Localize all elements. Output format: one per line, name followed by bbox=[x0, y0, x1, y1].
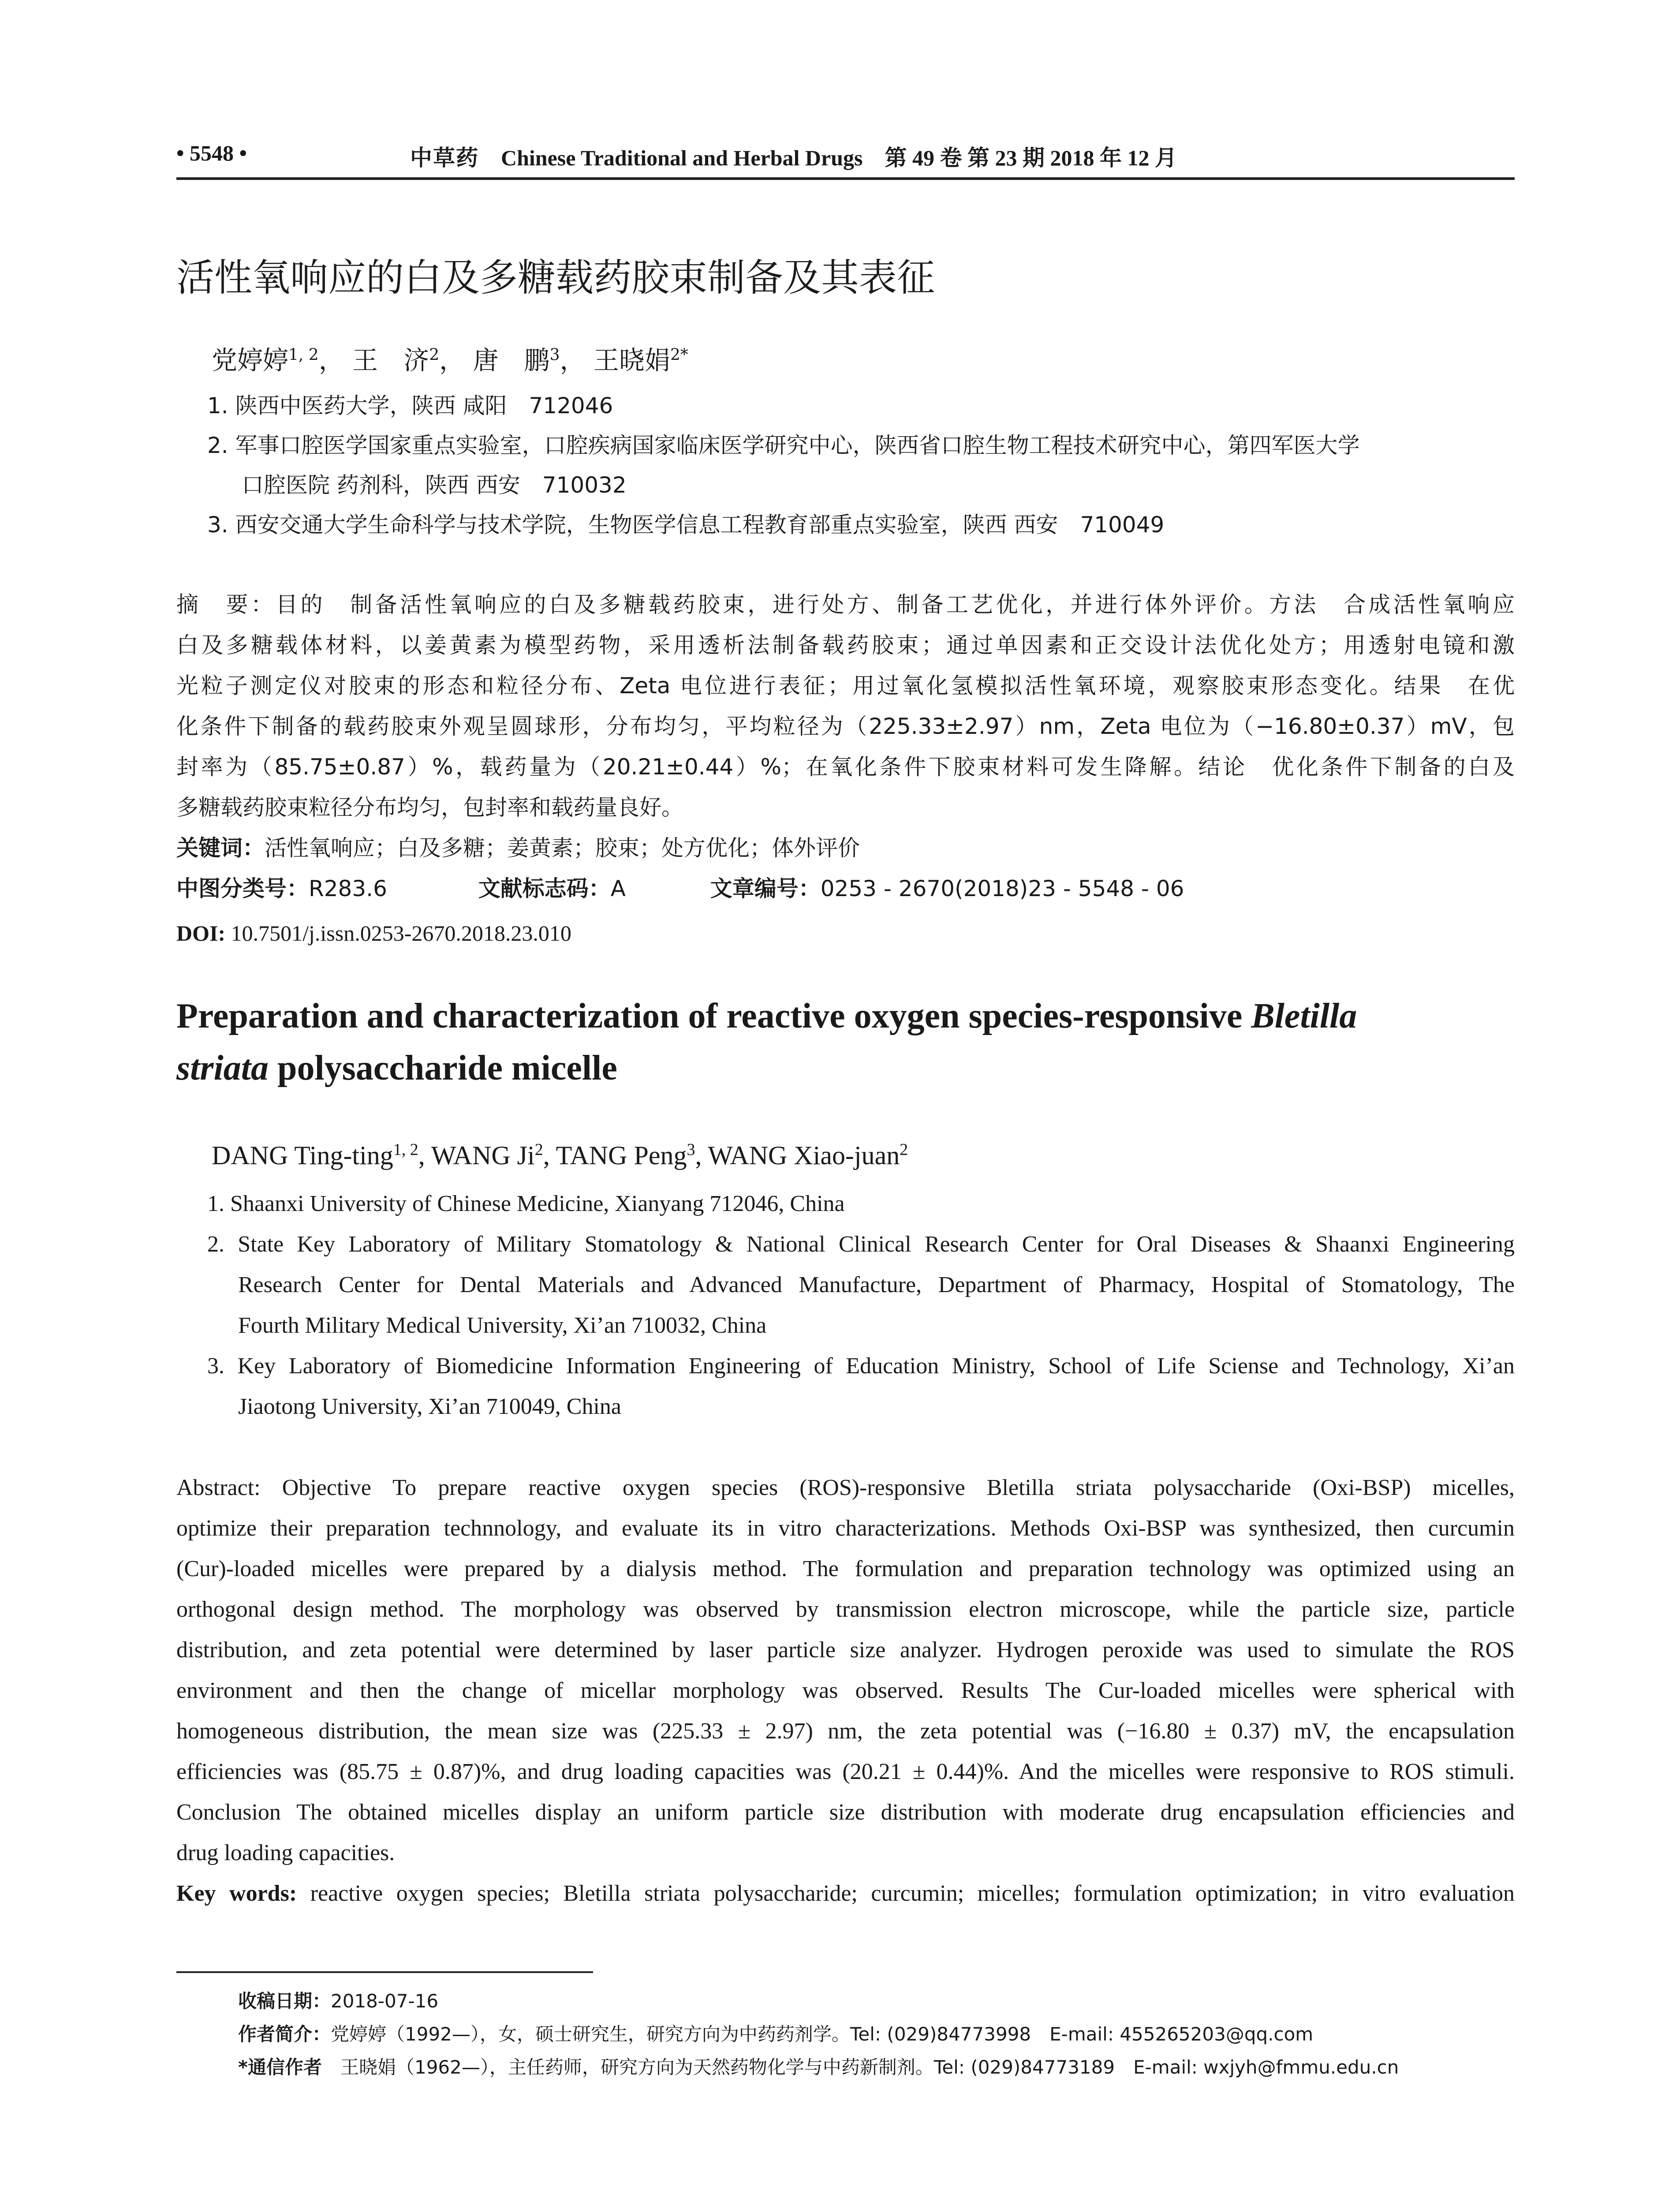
keywords-zh bbox=[176, 828, 860, 868]
doc-code-value: A bbox=[610, 876, 626, 901]
author-separator: ， bbox=[318, 345, 344, 375]
author-name: 王晓娟 bbox=[593, 345, 670, 375]
page-number: • 5548 • bbox=[176, 141, 247, 165]
author-affil-sup: 1, 2 bbox=[288, 346, 319, 364]
footnote-label: 收稿日期： bbox=[238, 1990, 331, 2012]
author-separator: , bbox=[543, 1141, 556, 1170]
doc-code-label: 文献标志码： bbox=[478, 876, 611, 901]
journal-name-cn: 中草药 bbox=[410, 146, 479, 170]
author-name: TANG Peng bbox=[556, 1141, 687, 1170]
footnote-received bbox=[238, 1987, 438, 2013]
abstract-en-line: environment and then the change of micellar morphology was observed. Results The Cur-loaded micelles were spherical with bbox=[176, 1678, 1515, 1703]
abstract-en-line: efficiencies was (85.75 ± 0.87)%, and drug loading capacities was (20.21 ± 0.44)%. And the micelles were responsive to ROS stimuli. bbox=[176, 1759, 1515, 1784]
journal-name-en: Chinese Traditional and Herbal Drugs bbox=[501, 146, 863, 170]
author-name: DANG Ting-ting bbox=[212, 1141, 393, 1170]
author-name: 王 济 bbox=[352, 345, 429, 375]
abstract-zh-line: 白及多糖载体材料，以姜黄素为模型药物，采用透析法制备载药胶束；通过单因素和正交设计法优化处方；用透射电镜和激 bbox=[176, 632, 1515, 658]
author-affil-sup: 3 bbox=[549, 346, 560, 364]
abstract-en-line: (Cur)-loaded micelles were prepared by a dialysis method. The formulation and preparation technology was optimized using an bbox=[176, 1556, 1515, 1581]
footnote-label: 作者简介： bbox=[238, 2023, 331, 2045]
journal-issue: 第 49 卷 第 23 期 2018 年 12 月 bbox=[885, 146, 1177, 170]
article-number-label: 文章编号： bbox=[710, 876, 821, 901]
author-name: WANG Ji bbox=[431, 1141, 535, 1170]
abstract-en bbox=[176, 1468, 1515, 1914]
abstract-zh-line: 化条件下制备的载药胶束外观呈圆球形，分布均匀，平均粒径为（225.33±2.97）nm，Zeta 电位为（−16.80±0.37）mV，包 bbox=[176, 714, 1515, 739]
abstract-zh-line: 摘 要：目的 制备活性氧响应的白及多糖载药胶束，进行处方、制备工艺优化，并进行体外评价。方法 合成活性氧响应 bbox=[176, 592, 1515, 617]
author-affil-sup: 2 bbox=[900, 1140, 908, 1159]
author-separator: ， bbox=[439, 345, 465, 375]
author-separator: , bbox=[695, 1141, 708, 1170]
footnote-text: 党婷婷（1992—），女，硕士研究生，研究方向为中药药剂学。Tel: (029)84773998 E-mail: 455265203@qq.com bbox=[331, 2023, 1314, 2045]
authors-en bbox=[212, 1140, 908, 1171]
classification-line bbox=[176, 868, 1184, 909]
author-separator: , bbox=[418, 1141, 431, 1170]
doi-line bbox=[176, 920, 571, 946]
header-rule bbox=[176, 177, 1515, 180]
affiliation-zh: 1. 陕西中医药大学，陕西 咸阳 712046 bbox=[207, 393, 613, 419]
affiliation-en: 1. Shaanxi University of Chinese Medicine, Xianyang 712046, China bbox=[207, 1191, 845, 1216]
abstract-zh-line: 光粒子测定仪对胶束的形态和粒径分布、Zeta 电位进行表征；用过氧化氢模拟活性氧环境，观察胶束形态变化。结果 在优 bbox=[176, 673, 1515, 699]
title-en-italic: striata bbox=[176, 1049, 269, 1088]
affiliation-en: Research Center for Dental Materials and Advanced Manufacture, Department of Pharmacy, Hospital of Stomatology, The bbox=[238, 1272, 1515, 1297]
authors-zh bbox=[212, 340, 688, 377]
clc-label: 中图分类号： bbox=[176, 876, 309, 901]
abstract-en-line: Abstract: Objective To prepare reactive oxygen species (ROS)-responsive Bletilla striata polysaccharide (Oxi-BSP) micelles, bbox=[176, 1475, 1515, 1500]
abstract-en-line: distribution, and zeta potential were determined by laser particle size analyzer. Hydrogen peroxide was used to simulate the ROS bbox=[176, 1637, 1515, 1663]
affiliation-en: 2. State Key Laboratory of Military Stomatology & National Clinical Research Center for Oral Diseases & Shaanxi Engineering bbox=[207, 1232, 1515, 1257]
article-number-value: 0253 - 2670(2018)23 - 5548 - 06 bbox=[820, 876, 1184, 901]
keywords-en-text: reactive oxygen species; Bletilla striata polysaccharide; curcumin; micelles; formulation optimization; in vitro evaluation bbox=[310, 1881, 1515, 1906]
footnote-corresponding bbox=[238, 2053, 1399, 2079]
title-en bbox=[176, 990, 1515, 1094]
author-affil-sup: 2 bbox=[429, 346, 440, 364]
title-en-text: Preparation and characterization of reactive oxygen species-responsive bbox=[176, 997, 1251, 1035]
footnote-author-bio bbox=[238, 2020, 1313, 2046]
author-name: 党婷婷 bbox=[212, 345, 289, 375]
affiliation-en: Jiaotong University, Xi’an 710049, China bbox=[238, 1394, 621, 1419]
keywords-zh-label: 关键词： bbox=[176, 835, 265, 861]
doi-label: DOI: bbox=[176, 921, 226, 946]
affiliation-en: 3. Key Laboratory of Biomedicine Information Engineering of Education Ministry, School of Life Sciense and Technology, Xi’an bbox=[207, 1353, 1515, 1379]
title-zh: 活性氧响应的白及多糖载药胶束制备及其表征 bbox=[176, 256, 935, 300]
doi-value: 10.7501/j.issn.0253-2670.2018.23.010 bbox=[231, 921, 571, 946]
title-en-italic: Bletilla bbox=[1251, 997, 1357, 1035]
author-affil-sup: 1, 2 bbox=[393, 1140, 418, 1159]
author-affil-sup: 2 bbox=[534, 1140, 543, 1159]
keywords-zh-text: 活性氧响应；白及多糖；姜黄素；胶束；处方优化；体外评价 bbox=[265, 835, 860, 861]
author-affil-sup: 2* bbox=[670, 346, 688, 364]
abstract-zh-line: 封率为（85.75±0.87）%，载药量为（20.21±0.44）%；在氧化条件下胶束材料可发生降解。结论 优化条件下制备的白及 bbox=[176, 754, 1515, 780]
footnote-rule bbox=[176, 1971, 593, 1973]
keywords-en bbox=[176, 1873, 1515, 1914]
footnote-label: *通信作者 bbox=[238, 2056, 322, 2078]
abstract-zh bbox=[176, 584, 1515, 828]
title-en-text: polysaccharide micelle bbox=[268, 1049, 617, 1088]
clc-value: R283.6 bbox=[309, 876, 387, 901]
footnote-text: 2018-07-16 bbox=[331, 1990, 439, 2012]
abstract-en-line: orthogonal design method. The morphology was observed by transmission electron microscope, while the particle size, particle bbox=[176, 1597, 1515, 1622]
affiliation-zh: 3. 西安交通大学生命科学与技术学院，生物医学信息工程教育部重点实验室，陕西 西安 710049 bbox=[207, 512, 1165, 538]
affiliation-zh: 2. 军事口腔医学国家重点实验室，口腔疾病国家临床医学研究中心，陕西省口腔生物工程技术研究中心，第四军医大学 bbox=[207, 433, 1360, 458]
abstract-en-line: optimize their preparation technnology, and evaluate its in vitro characterizations. Methods Oxi-BSP was synthesized, then curcumin bbox=[176, 1516, 1515, 1541]
author-affil-sup: 3 bbox=[687, 1140, 695, 1159]
abstract-en-line: homogeneous distribution, the mean size was (225.33 ± 2.97) nm, the zeta potential was (−16.80 ± 0.37) mV, the encapsulation bbox=[176, 1719, 1515, 1744]
affiliation-en: Fourth Military Medical University, Xi’an 710032, China bbox=[238, 1313, 767, 1338]
abstract-en-line: Conclusion The obtained micelles display an uniform particle size distribution with moderate drug encapsulation efficiencies and bbox=[176, 1800, 1515, 1825]
footnote-text: 王晓娟（1962—），主任药师，研究方向为天然药物化学与中药新制剂。Tel: (029)84773189 E-mail: wxjyh@fmmu.edu.cn bbox=[321, 2056, 1399, 2078]
journal-info bbox=[410, 140, 1177, 172]
abstract-zh-line: 多糖载药胶束粒径分布均匀，包封率和载药量良好。 bbox=[176, 795, 683, 820]
author-separator: ， bbox=[560, 345, 586, 375]
abstract-en-line: drug loading capacities. bbox=[176, 1840, 395, 1865]
author-name: WANG Xiao-juan bbox=[708, 1141, 900, 1170]
affiliation-zh: 口腔医院 药剂科，陕西 西安 710032 bbox=[242, 472, 627, 498]
author-name: 唐 鹏 bbox=[473, 345, 550, 375]
keywords-en-label: Key words: bbox=[176, 1881, 297, 1906]
